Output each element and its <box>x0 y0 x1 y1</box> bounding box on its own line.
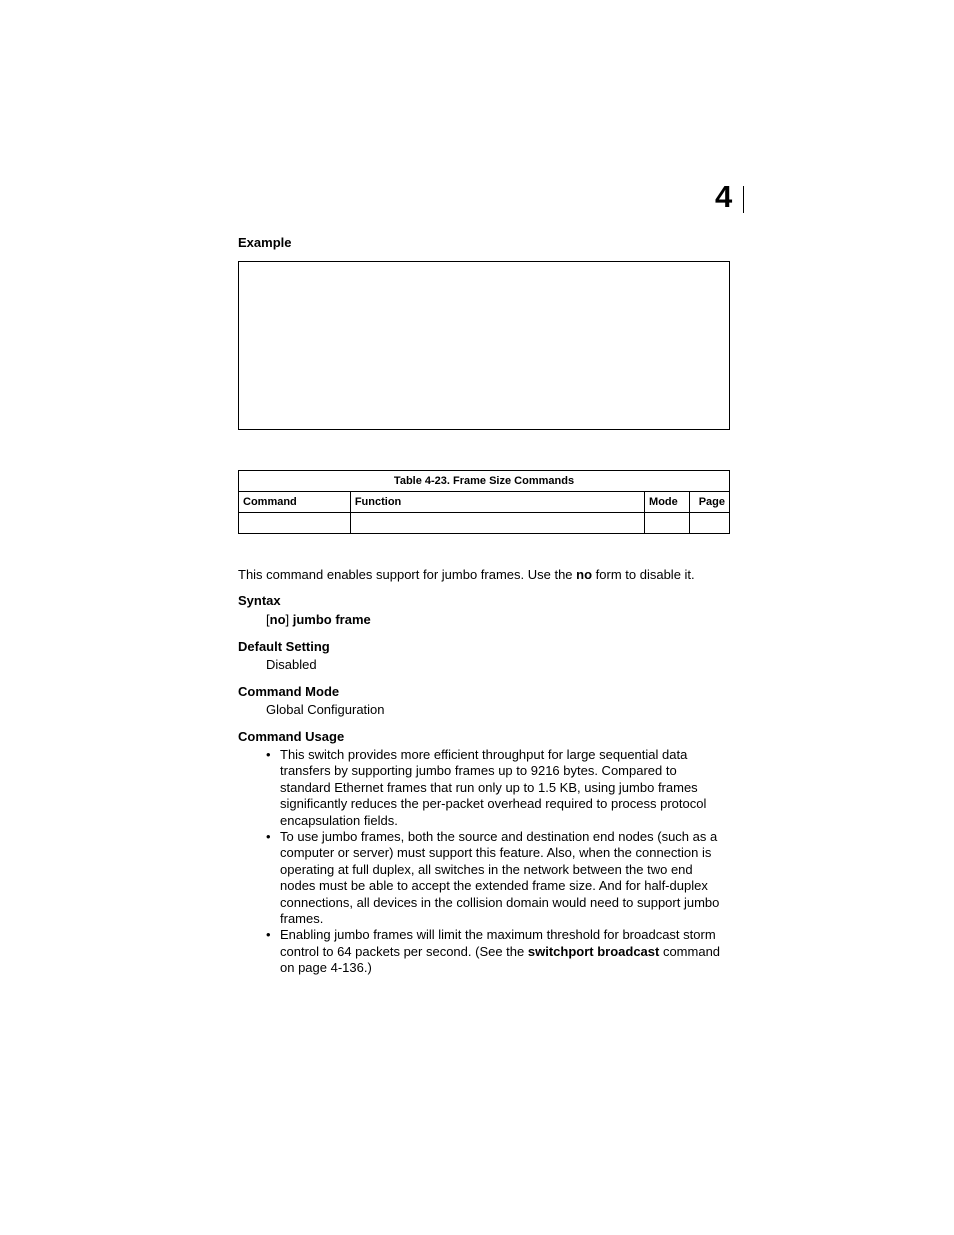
intro-text-before: This command enables support for jumbo frames. Use the <box>238 567 577 582</box>
default-setting-value: Disabled <box>266 657 317 672</box>
column-header-command: Command <box>239 492 351 513</box>
column-header-page: Page <box>690 492 730 513</box>
list-item <box>266 829 728 927</box>
table-caption: Table 4-23. Frame Size Commands <box>239 471 730 492</box>
table-row <box>239 513 730 534</box>
list-item <box>266 747 728 829</box>
chapter-number: 4 <box>715 179 733 214</box>
table-title-row <box>239 471 730 492</box>
syntax-open-bracket: [ <box>266 612 270 627</box>
table-header-row <box>239 492 730 513</box>
usage-item-text: This switch provides more efficient throughput for large sequential data transfers by supporting jumbo frames up to 9216 bytes. Compared to standard Ethernet frames that run only up to 1.5 KB, using jumbo frames significantly reduces the per-packet overhead required to process protocol encapsulation fields. <box>280 747 707 828</box>
command-mode-value: Global Configuration <box>266 702 385 717</box>
syntax-command: jumbo frame <box>292 612 371 627</box>
column-header-mode: Mode <box>645 492 690 513</box>
example-box <box>238 261 730 430</box>
list-item <box>266 927 728 976</box>
column-header-function: Function <box>350 492 644 513</box>
table-cell-mode <box>645 513 690 534</box>
bullet-mark: • <box>266 829 271 845</box>
bullet-mark: • <box>266 747 271 762</box>
syntax-no: no <box>269 612 286 627</box>
syntax-line <box>266 612 371 628</box>
intro-text-after: form to disable it. <box>592 567 695 582</box>
table-cell-page <box>690 513 730 534</box>
syntax-heading: Syntax <box>238 593 281 608</box>
default-setting-heading: Default Setting <box>238 639 330 654</box>
command-usage-heading: Command Usage <box>238 729 345 744</box>
usage-item-command: switchport broadcast <box>527 943 660 959</box>
frame-size-commands-table <box>238 470 730 534</box>
syntax-close-bracket: ] <box>285 612 293 627</box>
table-cell-function <box>350 513 644 534</box>
table-cell-command <box>239 513 351 534</box>
usage-item-text-after: command on page 4-136.) <box>280 943 721 976</box>
usage-item-text: To use jumbo frames, both the source and destination end nodes (such as a computer or server) must support this feature. Also, when the connection is operating at full duplex, all switches in the network between the two end nodes must be able to accept the extended frame size. And for half-duplex connections, all devices in the collision domain would need to support jumbo frames. <box>280 829 720 927</box>
usage-item-text-before: Enabling jumbo frames will limit the maximum threshold for broadcast storm control to 64 packets per second. (See the <box>280 927 716 959</box>
intro-paragraph <box>238 567 695 583</box>
chapter-marker <box>713 179 744 214</box>
command-mode-heading: Command Mode <box>238 684 340 699</box>
intro-text-bold: no <box>576 567 593 582</box>
command-usage-list <box>266 747 728 977</box>
bullet-mark: • <box>266 927 271 943</box>
example-heading: Example <box>238 235 292 250</box>
